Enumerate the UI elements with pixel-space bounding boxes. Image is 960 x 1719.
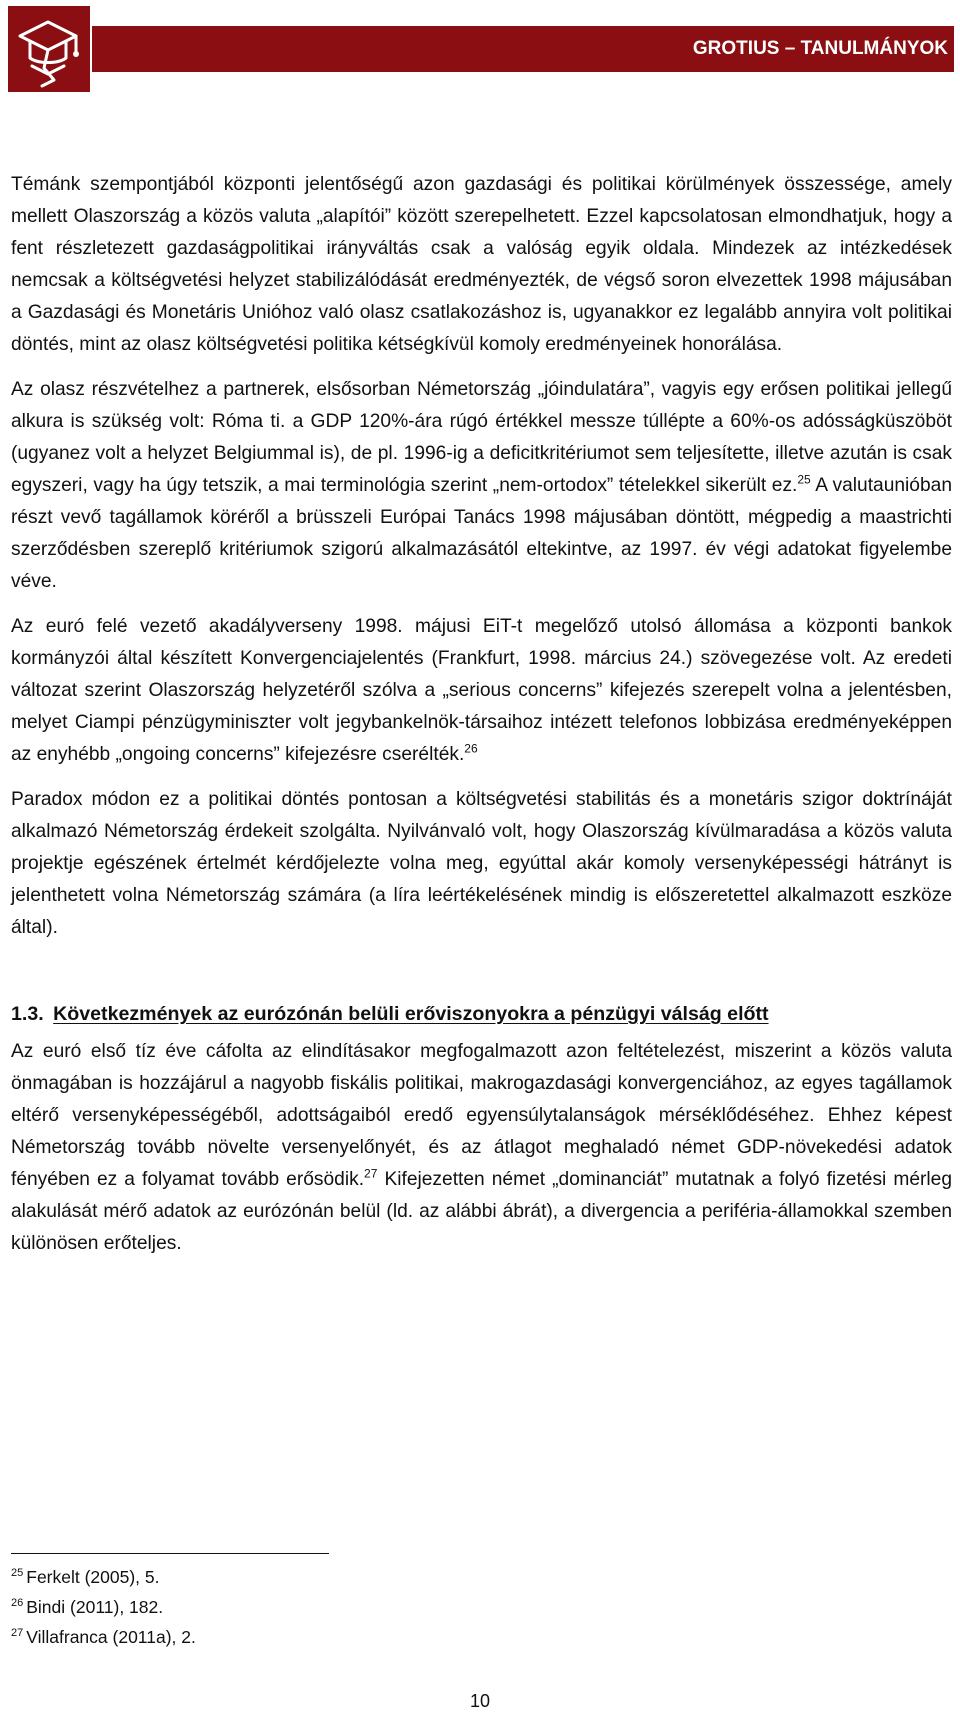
footnote-separator xyxy=(11,1553,329,1554)
footnote xyxy=(11,1622,611,1652)
footnote xyxy=(11,1562,611,1592)
paragraph xyxy=(11,1036,952,1260)
paragraph xyxy=(11,374,952,598)
footnote-text: Bindi (2011), 182. xyxy=(26,1597,164,1617)
paragraph xyxy=(11,611,952,771)
paragraph xyxy=(11,169,952,361)
logo xyxy=(8,6,92,92)
paragraph-text: Paradox módon ez a politikai döntés pontosan a költségvetési stabilitás és a monetáris szigor doktrínáját alkalmazó Németország érdekeit szolgálta. Nyilvánvaló volt, hogy Olaszország kívülmaradása a közös valuta projektje egészének értelmét kérdőjelezte volna meg, egyúttal akár komoly versenyképességi hátrányt is jelenthetett volna Németország számára (a líra leértékelésének mindig is előszeretettel alkalmazott eszköze által). xyxy=(11,789,952,938)
footnote-number: 27 xyxy=(11,1627,24,1640)
section-title: Következmények az eurózónán belüli erőviszonyokra a pénzügyi válság előtt xyxy=(53,1003,769,1025)
footnote-text: Villafranca (2011a), 2. xyxy=(26,1627,196,1647)
footnote-number: 25 xyxy=(11,1567,24,1580)
page-header xyxy=(8,6,954,92)
footnote-ref[interactable]: 26 xyxy=(464,741,478,756)
page-number: 10 xyxy=(469,1691,491,1711)
main-content xyxy=(11,169,952,1273)
paragraph-text-after: A valutaunióban részt vevő tagállamok köréről a brüsszeli Európai Tanács 1998 májusában döntött, mégpedig a maastrichti szerződésben szereplő kritériumok szigorú alkalmazásától eltekintve, az 1997. év végi adatokat figyelembe véve. xyxy=(11,475,952,592)
paragraph xyxy=(11,784,952,944)
header-bar xyxy=(92,26,954,72)
paragraph-text: Az euró felé vezető akadályverseny 1998. májusi EiT-t megelőző utolsó állomása a központi bankok kormányzói által készített Konvergenciajelentés (Frankfurt, 1998. március 24.) szövegezése volt. Az eredeti változat szerint Olaszország helyzetéről szólva a „serious concerns” kifejezés szerepelt volna a jelentésben, melyet Ciampi pénzügyminiszter volt jegybankelnök-társaihoz intézett telefonos lobbizása eredményeképpen az enyhébb „ongoing concerns” kifejezésre cserélték. xyxy=(11,616,952,765)
paragraph-text: Az olasz részvételhez a partnerek, elsősorban Németország „jóindulatára”, vagyis egy erősen politikai jellegű alkura is szükség volt: Róma ti. a GDP 120%-ára rúgó értékkel messze túllépte a 60%-os adósságküszöböt (ugyanez volt a helyzet Belgiummal is), de pl. 1996-ig a deficitkritériumot sem teljesítette, illetve azután is csak egyszeri, vagy ha úgy tetszik, a mai terminológia szerint „nem-ortodox” tételekkel sikerült ez. xyxy=(11,379,952,496)
paragraph-text-after: Kifejezetten német „dominanciát” mutatnak a folyó fizetési mérleg alakulását mérő adatok az eurózónán belül (ld. az alábbi ábrát), a divergencia a periféria-államokkal szemben különösen erőteljes. xyxy=(11,1169,952,1254)
footnote-ref[interactable]: 25 xyxy=(797,472,811,487)
graduation-cap-book-logo-icon xyxy=(8,6,90,92)
footnote-number: 26 xyxy=(11,1597,24,1610)
footnote-ref[interactable]: 27 xyxy=(364,1166,378,1181)
paragraph-text: Témánk szempontjából központi jelentőségű azon gazdasági és politikai körülmények összessége, amely mellett Olaszország a közös valuta „alapítói” között szerepelhetett. Ezzel kapcsolatosan elmondhatjuk, hogy a fent részletezett gazdaságpolitikai irányváltás csak a valóság egyik oldala. Mindezek az intézkedések nemcsak a költségvetési helyzet stabilizálódását eredményezték, de végső soron elvezettek 1998 májusában a Gazdasági és Monetáris Unióhoz való olasz csatlakozáshoz is, ugyanakkor ez legalább annyira volt politikai döntés, mint az olasz költségvetési politika kétségkívül komoly eredményeinek honorálása. xyxy=(11,174,952,355)
footnotes xyxy=(11,1562,611,1652)
footnote-text: Ferkelt (2005), 5. xyxy=(26,1567,160,1587)
section-heading xyxy=(11,998,952,1030)
paragraph-text: Az euró első tíz éve cáfolta az elindításakor megfogalmazott azon feltételezést, miszerint a közös valuta önmagában is hozzájárul a nagyobb fiskális politikai, makrogazdasági konvergenciához, az egyes tagállamok eltérő versenyképességéből, adottságaiból eredő egyensúlytalanságok mérséklődéséhez. Ehhez képest Németország tovább növelte versenyelőnyét, és az átlagot meghaladó német GDP-növekedési adatok fényében ez a folyamat tovább erősödik. xyxy=(11,1041,952,1190)
header-title: GROTIUS – TANULMÁNYOK xyxy=(692,38,948,59)
section-number: 1.3. xyxy=(11,1003,44,1025)
footnote xyxy=(11,1592,611,1622)
